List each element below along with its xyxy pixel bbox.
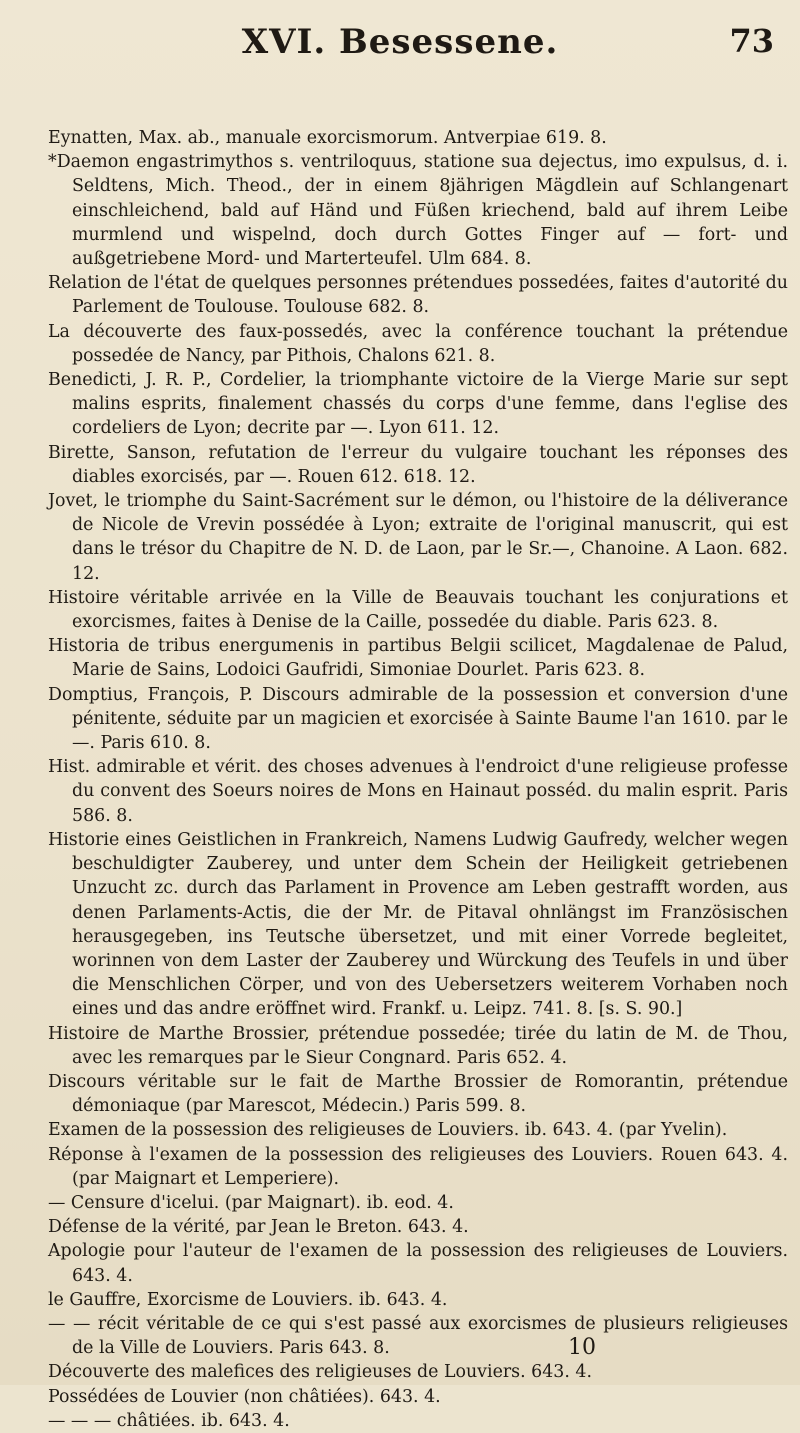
bibliography-entry: Historia de tribus energumenis in partibus Belgii scilicet, Magdalenae de Palud, Marie de Sains, Lodoici Gaufridi, Simoniae Dourlet. Paris 623. 8.	[48, 636, 788, 681]
bibliography-entry: — — récit véritable de ce qui s'est passé aux exorcismes de plusieurs religieuses de la Ville de Louviers. Paris 643. 8.	[48, 1313, 788, 1359]
bibliography-entry: Jovet, le triomphe du Saint-Sacrément sur le démon, ou l'histoire de la déliverance de Nicole de Vrevin possédée à Lyon; extraite de l'original manuscrit, qui est dans le trésor du Chapitre de N. D. de Laon, par le Sr.—, Chanoine. A Laon. 682. 12.	[48, 491, 788, 584]
bibliography-entry: Birette, Sanson, refutation de l'erreur du vulgaire touchant les réponses des diables exorcisés, par —. Rouen 612. 618. 12.	[48, 442, 788, 487]
bibliography-entry: Histoire de Marthe Brossier, prétendue possedée; tirée du latin de M. de Thou, avec les remarques par le Sieur Congnard. Paris 652. 4.	[48, 1023, 788, 1068]
page-header	[0, 18, 800, 78]
bibliography-entry: — — — châtiées. ib. 643. 4.	[48, 1410, 290, 1431]
bibliography-entry: Possédées de Louvier (non châtiées). 643. 4.	[48, 1386, 441, 1407]
bibliography-entry: *Daemon engastrimythos s. ventriloquus, statione sua dejectus, imo expulsus, d. i. Seldtens, Mich. Theod., der in einem 8jährigen Mägdlein auf Schlangenart einschleichend, bald auf Händ und Füßen kriechend, bald auf ihrem Leibe murmlend und wispelnd, doch durch Gottes Finger auf — fort- und außgetriebene Mord- und Marterteufel. Ulm 684. 8.	[48, 152, 788, 270]
signature-mark: 10	[568, 1335, 596, 1360]
bibliography-entry: Apologie pour l'auteur de l'examen de la possession des religieuses de Louviers. 643. 4.	[48, 1241, 788, 1286]
bibliography-entry: Hist. admirable et vérit. des choses advenues à l'endroict d'une religieuse professe du convent des Soeurs noires de Mons en Hainaut posséd. du malin esprit. Paris 586. 8.	[48, 757, 788, 826]
running-title: XVI. Besessene.	[241, 22, 559, 62]
bibliography-entry: le Gauffre, Exorcisme de Louviers. ib. 643. 4.	[48, 1289, 448, 1310]
bibliography-entry: Domptius, François, P. Discours admirable de la possession et conversion d'une pénitente, séduite par un magicien et exorcisée à Sainte Baume l'an 1610. par le —. Paris 610. 8.	[48, 684, 788, 754]
bibliography-entry: Examen de la possession des religieuses de Louviers. ib. 643. 4. (par Yvelin).	[48, 1120, 728, 1141]
bibliography-entry: La découverte des faux-possedés, avec la conférence touchant la prétendue possedée de Nancy, par Pithois, Chalons 621. 8.	[48, 321, 788, 366]
bibliography-entry: Relation de l'état de quelques personnes prétendues possedées, faites d'autorité du Parlement de Toulouse. Toulouse 682. 8.	[48, 273, 788, 318]
bibliography-entry: Découverte des malefices des religieuses de Louviers. 643. 4.	[48, 1362, 593, 1383]
bibliography-entry: Réponse à l'examen de la possession des religieuses des Louviers. Rouen 643. 4. (par Maignart et Lemperiere).	[48, 1144, 788, 1189]
bibliography-entry: Défense de la vérité, par Jean le Breton. 643. 4.	[48, 1217, 469, 1238]
bibliography-entry: Eynatten, Max. ab., manuale exorcismorum. Antverpiae 619. 8.	[48, 128, 607, 148]
bibliography-entry: Discours véritable sur le fait de Marthe Brossier de Romorantin, prétendue démoniaque (par Marescot, Médecin.) Paris 599. 8.	[48, 1071, 788, 1117]
bibliography-entry: Historie eines Geistlichen in Frankreich, Namens Ludwig Gaufredy, welcher wegen beschuldigter Zauberey, und unter dem Schein der Heiligkeit getriebenen Unzucht zc. durch das Parlament in Provence am Leben gestrafft worden, aus denen Parlaments-Actis, die der Mr. de Pitaval ohnlängst im Französischen herausgegeben, ins Teutsche übersetzet, und mit einer Vorrede begleitet, worinnen von dem Laster der Zauberey und Würckung des Teufels in und über die Menschlichen Cörper, und von des Uebersetzers weiterem Vorhaben noch eines und das andre eröffnet wird. Frankf. u. Leipz. 741. 8. [s. S. 90.]	[48, 829, 788, 1020]
bibliography-entry: Benedicti, J. R. P., Cordelier, la triomphante victoire de la Vierge Marie sur sept malins esprits, finalement chassés du corps d'une femme, dans l'eglise des cordeliers de Lyon; decrite par —. Lyon 611. 12.	[48, 370, 788, 439]
bibliography-entry: — Censure d'icelui. (par Maignart). ib. eod. 4.	[48, 1192, 454, 1213]
bibliography-entry: Histoire véritable arrivée en la Ville de Beauvais touchant les conjurations et exorcismes, faites à Denise de la Caille, possedée du diable. Paris 623. 8.	[48, 587, 788, 633]
bibliography-list	[48, 126, 788, 1433]
page-number: 73	[729, 22, 774, 60]
